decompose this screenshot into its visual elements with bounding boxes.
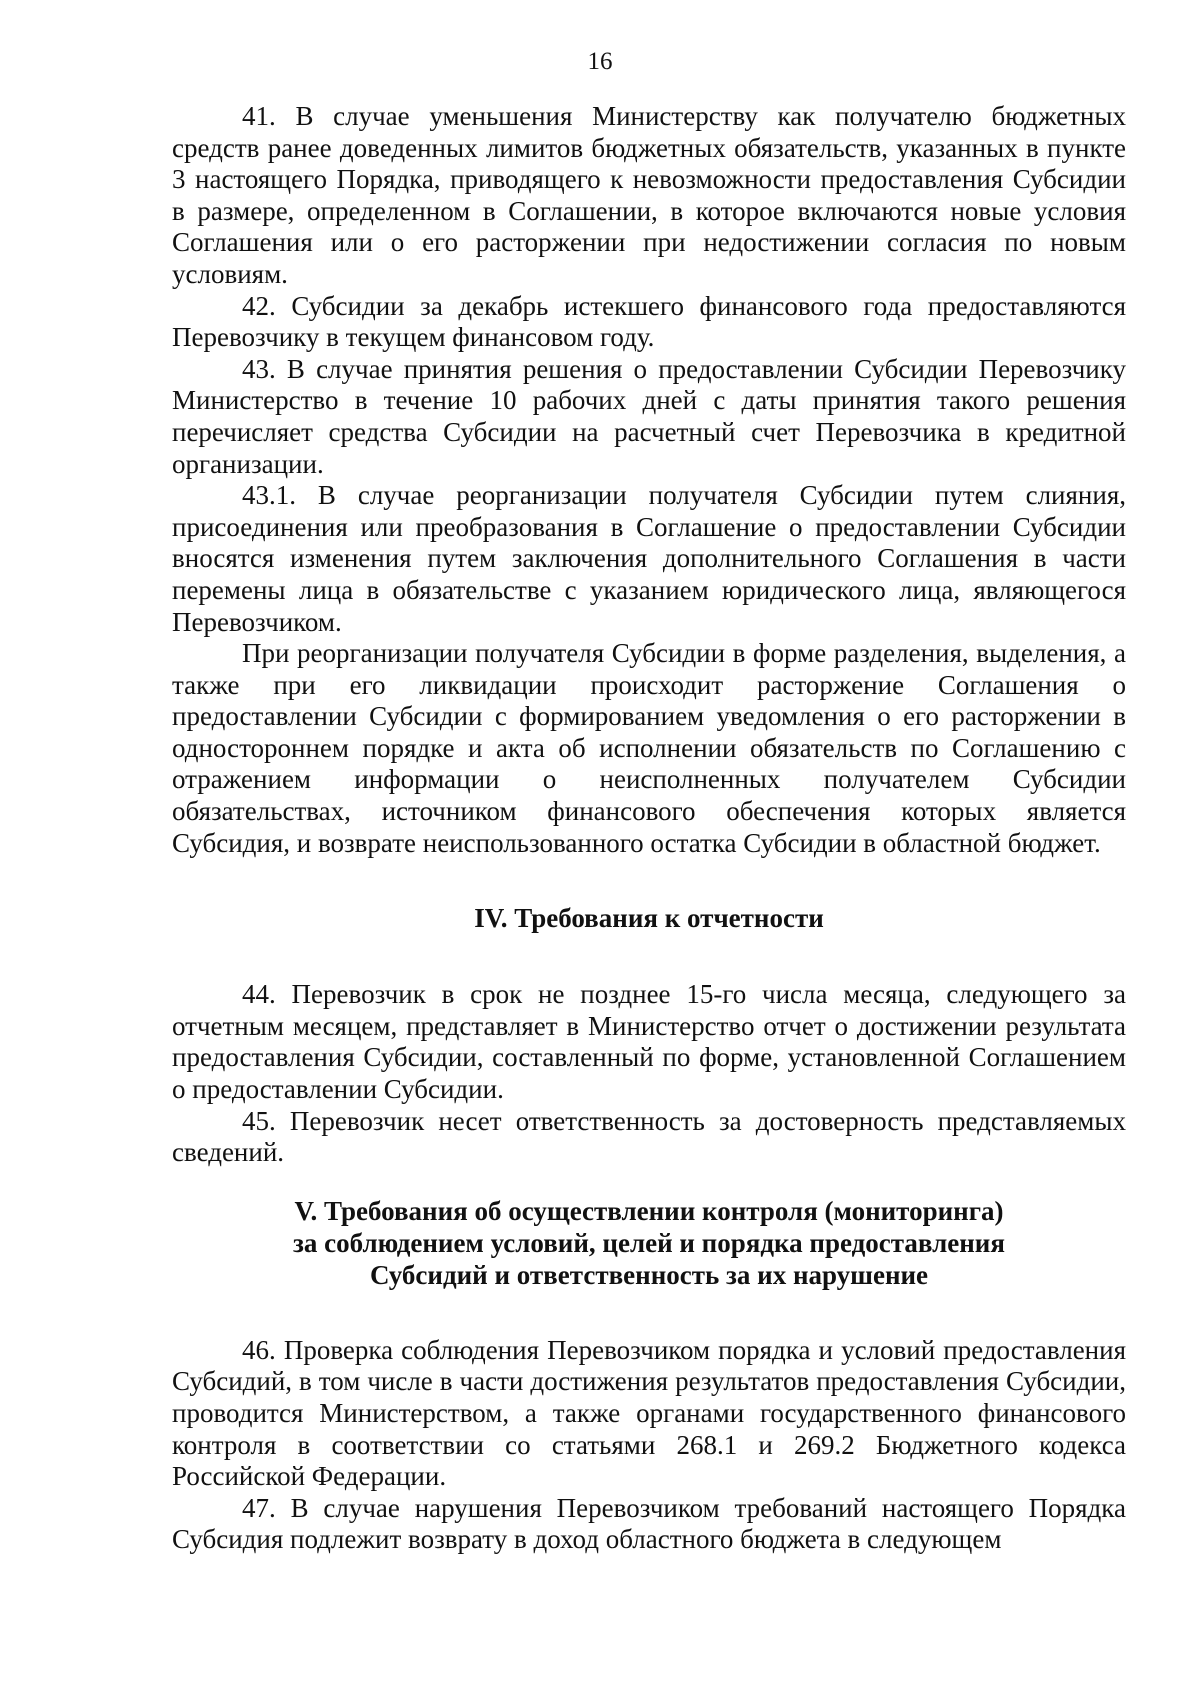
section-5-heading <box>172 1195 1126 1291</box>
paragraph-47: 47. В случае нарушения Перевозчиком требований настоящего Порядка Субсидия подлежит возврату в доход областного бюджета в следующем <box>172 1492 1126 1555</box>
paragraph-46: 46. Проверка соблюдения Перевозчиком порядка и условий предоставления Субсидий, в том числе в части достижения результатов предоставления Субсидии, проводится Министерством, а также органами государственного финансового контроля в соответствии со статьями 268.1 и 269.2 Бюджетного кодекса Российской Федерации. <box>172 1334 1126 1492</box>
section-4-heading: IV. Требования к отчетности <box>474 903 824 934</box>
spacer <box>172 1291 1126 1335</box>
section-5-heading-line-3: Субсидий и ответственность за их нарушение <box>369 1259 929 1290</box>
section-5-heading-line-1: V. Требования об осуществлении контроля (мониторинга) <box>294 1195 1004 1226</box>
paragraph-reorganization: При реорганизации получателя Субсидии в форме разделения, выделения, а также при его ликвидации происходит расторжение Соглашения о предоставлении Субсидии с формированием уведомления о его расторжении в одностороннем порядке и акта об исполнении обязательств по Соглашению с отражением информации о неисполненных получателем Субсидии обязательствах, источником финансового обеспечения которых является Субсидия, и возврате неиспользованного остатка Субсидии в областной бюджет. <box>172 638 1126 858</box>
spacer <box>172 934 1126 979</box>
paragraph-44: 44. Перевозчик в срок не позднее 15-го числа месяца, следующего за отчетным месяцем, представляет в Министерство отчет о достижении результата предоставления Субсидии, составленный по форме, установленной Соглашением о предоставлении Субсидии. <box>172 979 1126 1105</box>
paragraph-42: 42. Субсидии за декабрь истекшего финансового года предоставляются Перевозчику в текущем финансовом году. <box>172 290 1126 353</box>
page-number: 16 <box>587 48 613 75</box>
paragraph-43-1: 43.1. В случае реорганизации получателя Субсидии путем слияния, присоединения или преобразования в Соглашение о предоставлении Субсидии вносятся изменения путем заключения дополнительного Соглашения в части перемены лица в обязательстве с указанием юридического лица, являющегося Перевозчиком. <box>172 480 1126 637</box>
paragraph-43: 43. В случае принятия решения о предоставлении Субсидии Перевозчику Министерство в течение 10 рабочих дней с даты принятия такого решения перечисляет средства Субсидии на расчетный счет Перевозчика в кредитной организации. <box>172 353 1126 479</box>
spacer <box>172 859 1126 902</box>
paragraph-41: 41. В случае уменьшения Министерству как получателю бюджетных средств ранее доведенных лимитов бюджетных обязательств, указанных в пункте 3 настоящего Порядка, приводящего к невозможности предоставления Субсидии в размере, определенном в Соглашении, в которое включаются новые условия Соглашения или о его расторжении при недостижении согласия по новым условиям. <box>172 101 1126 289</box>
paragraph-45: 45. Перевозчик несет ответственность за достоверность представляемых сведений. <box>172 1105 1126 1168</box>
document-body <box>172 101 1126 1556</box>
section-5-heading-line-2: за соблюдением условий, целей и порядка предоставления <box>293 1227 1005 1258</box>
spacer <box>172 1169 1126 1195</box>
